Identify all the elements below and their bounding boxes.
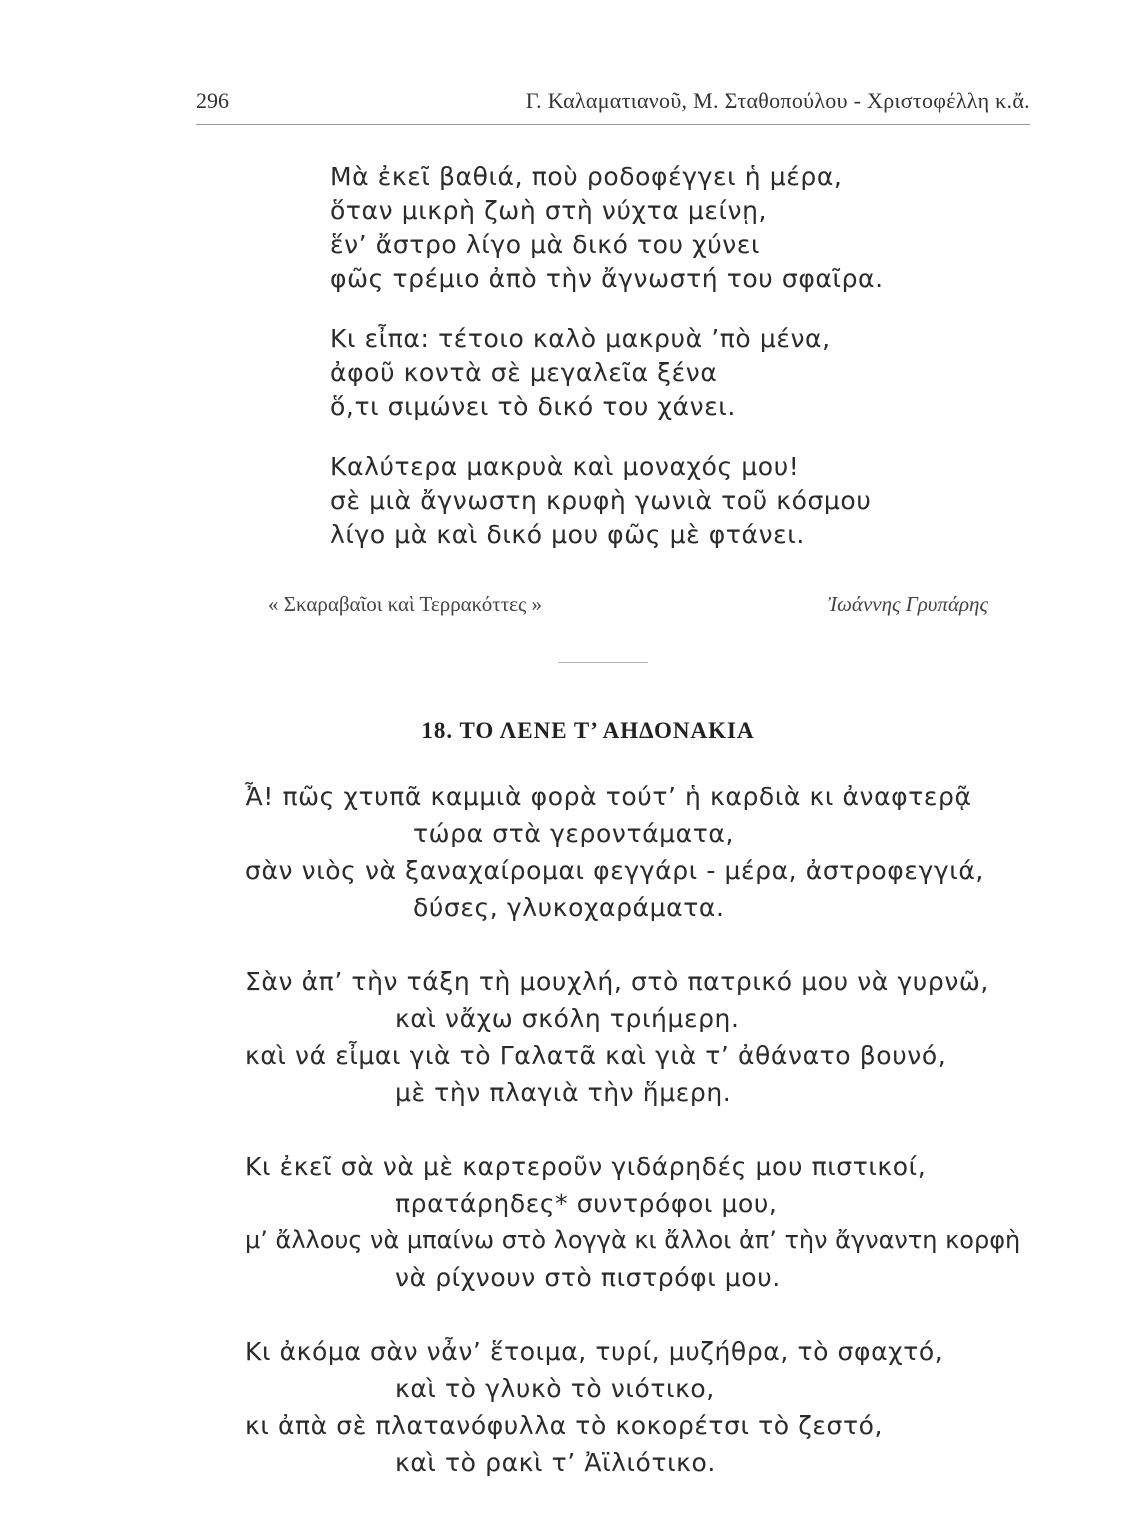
running-header: [196, 88, 1030, 118]
verse-line: τώρα στὰ γεροντάματα,: [413, 819, 735, 848]
stanza: [330, 160, 1030, 296]
verse-line: κι ἀπὰ σὲ πλατανόφυλλα τὸ κοκορέτσι τὸ ζεστό,: [245, 1411, 884, 1440]
stanza: [330, 450, 1030, 552]
source-title: « Σκαραβαῖοι καὶ Τερρακόττες »: [268, 592, 543, 616]
verse-line: Κι ἐκεῖ σὰ νὰ μὲ καρτεροῦν γιδάρηδές μου πιστικοί,: [245, 1152, 927, 1181]
page-number: 296: [196, 88, 229, 113]
stanza: [245, 778, 1065, 926]
verse-line: καὶ νἄχω σκόλη τριήμερη.: [395, 1004, 740, 1033]
verse-line: Μὰ ἐκεῖ βαθιά, ποὺ ροδοφέγγει ἡ μέρα,: [330, 162, 843, 191]
poem-heading: 18. ΤΟ ΛΕΝΕ Τ’ ΑΗΔΟΝΑΚΙΑ: [421, 718, 755, 743]
verse-line: φῶς τρέμιο ἀπὸ τὴν ἄγνωστή του σφαῖρα.: [330, 264, 884, 293]
verse-line: Κι εἶπα: τέτοιο καλὸ μακρυὰ ’πὸ μένα,: [330, 324, 831, 353]
verse-line: Ἆ! πῶς χτυπᾶ καμμιὰ φορὰ τούτ’ ἡ καρδιὰ κι ἀναφτερᾷ: [245, 782, 972, 811]
poem-attribution: [268, 592, 988, 622]
verse-line: μ’ ἄλλους νὰ μπαίνω στὸ λογγὰ κι ἄλλοι ἀπ’ τὴν ἄγναντη κορφὴ: [245, 1226, 1021, 1254]
poem-excerpt: [330, 160, 1030, 578]
verse-line: ὅ,τι σιμώνει τὸ δικό του χάνει.: [330, 392, 736, 421]
verse-line: νὰ ρίχνουν στὸ πιστρόφι μου.: [395, 1263, 781, 1292]
poem-body: [245, 778, 1065, 1518]
verse-line: καὶ τὸ ρακὶ τ’ Ἀϊλιότικο.: [395, 1448, 716, 1477]
stanza: [245, 963, 1065, 1111]
verse-line: μὲ τὴν πλαγιὰ τὴν ἥμερη.: [395, 1078, 732, 1107]
verse-line: σὲ μιὰ ἄγνωστη κρυφὴ γωνιὰ τοῦ κόσμου: [330, 486, 872, 515]
verse-line: Σὰν ἀπ’ τὴν τάξη τὴ μουχλή, στὸ πατρικό μου νὰ γυρνῶ,: [245, 967, 989, 996]
poem-author: Ἰωάννης Γρυπάρης: [828, 592, 988, 616]
verse-line: Καλύτερα μακρυὰ καὶ μοναχός μου!: [330, 452, 800, 481]
verse-line: πρατάρηδες* συντρόφοι μου,: [395, 1189, 778, 1218]
verse-line: ὅταν μικρὴ ζωὴ στὴ νύχτα μείνῃ,: [330, 196, 768, 225]
verse-line: σὰν νιὸς νὰ ξαναχαίρομαι φεγγάρι - μέρα, ἀστροφεγγιά,: [245, 856, 984, 885]
stanza: [330, 322, 1030, 424]
verse-line: ἀφοῦ κοντὰ σὲ μεγαλεῖα ξένα: [330, 358, 718, 387]
verse-line: λίγο μὰ καὶ δικό μου φῶς μὲ φτάνει.: [330, 520, 805, 549]
verse-line: καὶ νά εἶμαι γιὰ τὸ Γαλατᾶ καὶ γιὰ τ’ ἀθάνατο βουνό,: [245, 1041, 947, 1070]
verse-line: καὶ τὸ γλυκὸ τὸ νιότικο,: [395, 1374, 715, 1403]
stanza: [245, 1333, 1065, 1481]
stanza: [245, 1148, 1065, 1296]
verse-line: ἕν’ ἄστρο λίγο μὰ δικό του χύνει: [330, 230, 761, 259]
header-rule: [196, 124, 1030, 125]
section-divider: [558, 662, 648, 663]
header-authors: Γ. Καλαματιανοῦ, Μ. Σταθοπούλου - Χριστοφέλλη κ.ἄ.: [525, 88, 1030, 113]
verse-line: Κι ἀκόμα σὰν νἆν’ ἕτοιμα, τυρί, μυζήθρα, τὸ σφαχτό,: [245, 1337, 944, 1366]
verse-line: δύσες, γλυκοχαράματα.: [413, 893, 725, 922]
